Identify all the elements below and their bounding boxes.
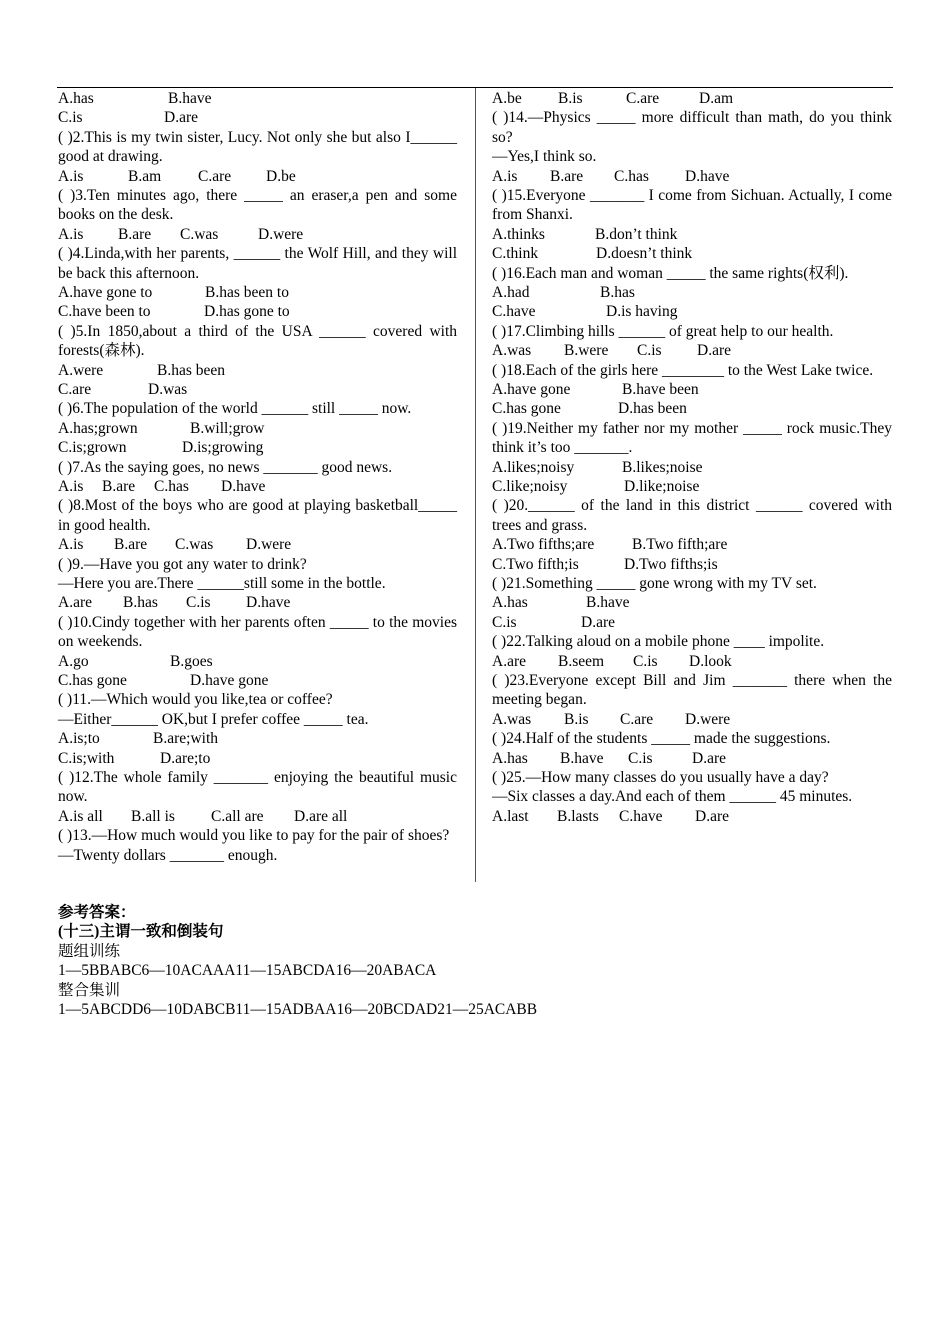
answer-option: C.has gone xyxy=(58,671,127,689)
answer-option: C.is xyxy=(628,749,653,767)
answer-option: B.are xyxy=(550,167,584,185)
answer-section-title: (十三)主谓一致和倒装句 xyxy=(58,923,224,941)
answer-option: D.is having xyxy=(606,303,678,321)
answer-option: C.have been to xyxy=(58,303,151,321)
answer-options xyxy=(492,613,892,632)
answer-option: C.have xyxy=(619,807,663,825)
answer-option: C.think xyxy=(492,245,539,263)
answer-option: A.are xyxy=(492,652,526,670)
answer-option: C.all are xyxy=(211,807,264,825)
answer-option: A.has xyxy=(492,749,528,767)
answer-option: A.have gone to xyxy=(58,284,153,301)
answer-option: C.has xyxy=(614,167,649,185)
question-text: ( )21.Something _____ gone wrong with my TV set. xyxy=(492,574,817,592)
question-text: ( )15.Everyone _______ I come from Sichuan. Actually, I come from Shanxi. xyxy=(492,187,892,224)
answer-option: A.is xyxy=(58,477,84,495)
answer-option: C.is xyxy=(633,652,658,670)
answer-options xyxy=(492,593,892,612)
answer-options xyxy=(58,749,457,768)
answer-option: B.has been xyxy=(157,361,226,379)
answer-option: D.was xyxy=(148,380,188,398)
answer-option: C.has xyxy=(154,477,189,495)
answer-options xyxy=(58,89,457,108)
answer-option: B.all is xyxy=(131,807,175,825)
answer-option: D.doesn’t think xyxy=(596,245,693,263)
answer-option: C.was xyxy=(175,536,214,554)
question-text: ( )23.Everyone except Bill and Jim _______ there when the meeting began. xyxy=(492,671,892,709)
answer-options xyxy=(58,380,457,399)
answer-option: D.be xyxy=(266,167,296,185)
answer-option: C.is;with xyxy=(58,749,115,767)
answer-option: A.has xyxy=(58,90,94,107)
question-text: ( )22.Talking aloud on a mobile phone ____ impolite. xyxy=(492,633,825,651)
answer-option: D.has gone to xyxy=(204,303,290,321)
answer-option: B.has xyxy=(123,594,158,612)
left-column xyxy=(58,89,457,865)
answer-heading: 参考答案： xyxy=(58,904,136,921)
answer-option: C.are xyxy=(198,167,232,185)
answer-option: C.are xyxy=(620,710,654,728)
question-text: ( )17.Climbing hills ______ of great help to our health. xyxy=(492,322,834,340)
answer-option: D.have xyxy=(685,167,730,185)
answer-option: C.has gone xyxy=(492,400,561,418)
answer-option: D.are all xyxy=(294,807,348,825)
answer-group-label: 整合集训 xyxy=(58,981,121,999)
answer-option: D.look xyxy=(689,652,732,670)
answer-option: D.are xyxy=(581,613,615,631)
question-text: ( )8.Most of the boys who are good at playing basketball_____ in good health. xyxy=(58,497,457,534)
answer-option: D.are xyxy=(697,342,731,360)
answer-options xyxy=(58,438,457,457)
answer-options xyxy=(58,671,457,690)
question-text: —Six classes a day.And each of them ______ 45 minutes. xyxy=(492,788,853,806)
answer-options xyxy=(58,419,457,438)
answer-options xyxy=(492,555,892,574)
answer-options xyxy=(58,593,457,612)
answer-option: D.have xyxy=(221,477,266,495)
answer-options xyxy=(492,399,892,418)
answer-options xyxy=(58,535,457,554)
answer-options xyxy=(492,535,892,554)
answer-option: B.have xyxy=(168,90,212,107)
answer-options xyxy=(492,477,892,496)
question-text: ( )5.In 1850,about a third of the USA ______ covered with forests(森林). xyxy=(58,322,457,360)
answer-options xyxy=(492,167,892,186)
answer-option: B.has xyxy=(600,284,635,301)
answer-option: A.is xyxy=(58,167,84,185)
answer-options xyxy=(58,225,457,244)
answer-option: B.is xyxy=(558,90,583,107)
answer-options xyxy=(492,710,892,729)
answer-option: D.Two fifths;is xyxy=(624,555,718,573)
question-text: ( )7.As the saying goes, no news _______ good news. xyxy=(58,458,393,476)
question-text: —Either______ OK,but I prefer coffee _____ tea. xyxy=(58,710,369,728)
answer-option: C.are xyxy=(58,380,92,398)
answer-option: A.is;to xyxy=(58,730,100,748)
answer-option: B.have xyxy=(586,594,630,612)
answer-option: C.are xyxy=(626,90,660,107)
answer-option: B.have been xyxy=(622,380,699,398)
answer-option: B.are;with xyxy=(153,730,218,748)
answer-option: A.had xyxy=(492,284,530,301)
answer-option: A.Two fifths;are xyxy=(492,536,595,554)
answer-sequence: 1—5ABCDD6—10DABCB11—15ADBAA16—20BCDAD21—25ACABB xyxy=(58,1000,538,1018)
question-text: ( )13.—How much would you like to pay for the pair of shoes? xyxy=(58,827,450,845)
answer-option: D.are xyxy=(164,109,198,127)
answer-option: C.is xyxy=(186,594,211,612)
answer-options xyxy=(58,652,457,671)
answer-option: A.go xyxy=(58,652,89,670)
answer-option: A.has xyxy=(492,594,528,612)
answer-options xyxy=(58,477,457,496)
question-text: ( )11.—Which would you like,tea or coffee? xyxy=(58,691,333,709)
answer-option: C.is;grown xyxy=(58,439,127,457)
answer-option: D.has been xyxy=(618,400,687,418)
answer-key xyxy=(58,903,758,1019)
answer-option: B.are xyxy=(102,477,136,495)
right-column xyxy=(492,89,892,826)
answer-option: B.were xyxy=(564,342,609,360)
answer-option: D.are xyxy=(695,807,729,825)
answer-options xyxy=(58,361,457,380)
answer-option: B.seem xyxy=(558,652,605,670)
answer-option: C.is xyxy=(58,109,83,127)
answer-option: D.were xyxy=(258,225,304,243)
answer-option: D.am xyxy=(699,90,734,107)
question-text: ( )6.The population of the world ______ still _____ now. xyxy=(58,400,412,418)
answer-option: B.goes xyxy=(170,652,213,670)
answer-options xyxy=(492,244,892,263)
answer-option: A.was xyxy=(492,342,532,360)
question-text: ( )3.Ten minutes ago, there _____ an eraser,a pen and some books on the desk. xyxy=(58,186,457,224)
answer-option: C.like;noisy xyxy=(492,477,568,495)
question-text: —Here you are.There ______still some in the bottle. xyxy=(58,574,386,592)
answer-option: D.have xyxy=(246,594,291,612)
answer-option: A.last xyxy=(492,807,529,825)
answer-options xyxy=(492,807,892,826)
answer-options xyxy=(58,283,457,302)
answer-option: A.is all xyxy=(58,807,103,825)
question-text: ( )4.Linda,with her parents, ______ the Wolf Hill, and they will be back this afternoon. xyxy=(58,245,457,282)
answer-option: B.has been to xyxy=(205,284,289,301)
answer-option: A.thinks xyxy=(492,225,545,243)
answer-options xyxy=(492,380,892,399)
answer-options xyxy=(492,458,892,477)
answer-option: C.is xyxy=(637,342,662,360)
question-text: ( )18.Each of the girls here ________ to the West Lake twice. xyxy=(492,361,874,379)
question-text: ( )14.—Physics _____ more difficult than math, do you think so? xyxy=(492,109,892,146)
answer-option: D.were xyxy=(685,710,731,728)
answer-option: A.have gone xyxy=(492,380,571,398)
answer-options xyxy=(492,341,892,360)
answer-option: A.likes;noisy xyxy=(492,458,575,476)
answer-option: B.Two fifth;are xyxy=(632,536,728,554)
question-text: ( )2.This is my twin sister, Lucy. Not only she but also I______ good at drawing. xyxy=(58,128,457,166)
answer-option: A.is xyxy=(492,167,518,185)
answer-option: D.have gone xyxy=(190,671,269,689)
question-text: —Yes,I think so. xyxy=(492,148,597,166)
answer-option: B.are xyxy=(114,536,148,554)
question-text: ( )12.The whole family _______ enjoying the beautiful music now. xyxy=(58,768,457,806)
answer-option: B.lasts xyxy=(557,807,599,825)
answer-option: B.am xyxy=(128,167,162,185)
answer-option: C.Two fifth;is xyxy=(492,555,579,573)
question-text: —Twenty dollars _______ enough. xyxy=(58,846,278,864)
answer-options xyxy=(58,302,457,321)
answer-option: D.like;noise xyxy=(624,477,700,495)
answer-options xyxy=(492,749,892,768)
question-text: ( )16.Each man and woman _____ the same rights(权利). xyxy=(492,264,849,282)
answer-options xyxy=(58,167,457,186)
question-text: ( )19.Neither my father nor my mother _____ rock music.They think it’s too _______. xyxy=(492,419,892,457)
answer-option: D.are;to xyxy=(160,749,211,767)
answer-option: B.is xyxy=(564,710,589,728)
answer-options xyxy=(58,729,457,748)
answer-option: C.have xyxy=(492,303,536,321)
answer-sequence: 1—5BBABC6—10ACAAA11—15ABCDA16—20ABACA xyxy=(58,962,437,980)
answer-group-label: 题组训练 xyxy=(58,942,121,960)
answer-option: A.is xyxy=(58,225,84,243)
answer-option: C.was xyxy=(180,225,219,243)
answer-option: C.is xyxy=(492,613,517,631)
answer-option: B.are xyxy=(118,225,152,243)
answer-options xyxy=(58,108,457,127)
answer-options xyxy=(492,283,892,302)
answer-options xyxy=(58,807,457,826)
answer-options xyxy=(492,225,892,244)
answer-options xyxy=(492,652,892,671)
question-text: ( )24.Half of the students _____ made the suggestions. xyxy=(492,730,831,748)
question-text: ( )10.Cindy together with her parents often _____ to the movies on weekends. xyxy=(58,613,457,651)
answer-option: A.were xyxy=(58,361,104,379)
column-divider xyxy=(475,88,476,882)
answer-options xyxy=(492,302,892,321)
question-text: ( )9.—Have you got any water to drink? xyxy=(58,555,307,573)
answer-option: B.will;grow xyxy=(190,419,265,437)
answer-option: A.be xyxy=(492,90,522,107)
answer-option: D.are xyxy=(692,749,726,767)
answer-option: D.were xyxy=(246,536,292,554)
answer-option: B.don’t think xyxy=(595,225,678,243)
answer-option: A.are xyxy=(58,594,92,612)
question-text: ( )20.______ of the land in this district ______ covered with trees and grass. xyxy=(492,497,892,534)
answer-option: A.has;grown xyxy=(58,419,138,437)
answer-option: A.was xyxy=(492,710,532,728)
question-text: ( )25.—How many classes do you usually have a day? xyxy=(492,768,829,786)
answer-option: B.have xyxy=(560,749,604,767)
answer-options xyxy=(492,89,892,108)
answer-option: B.likes;noise xyxy=(622,458,703,476)
answer-option: A.is xyxy=(58,536,84,554)
answer-option: D.is;growing xyxy=(182,439,264,457)
